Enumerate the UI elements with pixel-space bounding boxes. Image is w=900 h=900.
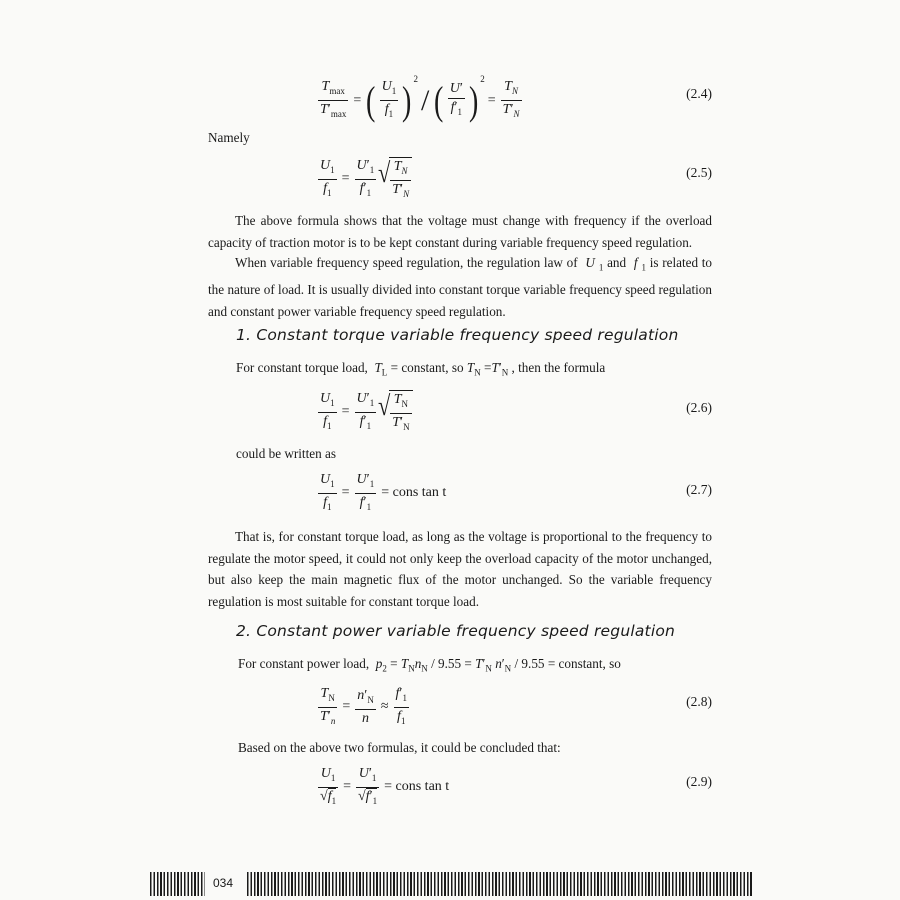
section-intro: For constant torque load, $T_L$ = constant, so $T_N =T'_N$ , then the formula	[236, 360, 606, 378]
paragraph: That is, for constant torque load, as long as the voltage is proportional to the frequency to regulate the motor speed, it could not only keep the overload capacity of the motor unchanged, but also keep the main magnetic flux of the motor unchanged. So the variable frequency regulation is most suitable for constant torque load.	[208, 529, 712, 609]
section-heading: 1. Constant torque variable frequency speed regulation	[236, 326, 679, 344]
equation-number: (2.8)	[686, 694, 712, 709]
text-span: For constant torque load,	[236, 360, 368, 375]
paragraph: When variable frequency speed regulation, the regulation law of U $_1$ and f $_1$ is related to the nature of load. It is usually divided into constant torque variable frequency speed regulation and constant power variable frequency speed regulation.	[208, 255, 713, 319]
equation-number: (2.7)	[686, 482, 712, 497]
text-span: and	[607, 255, 627, 270]
book-page: $\frac{T_{max}}{T'_{max}}$ = ( $\frac{U_1}{f_1}$ ) $^2$/ ( $\frac{U'}{f'_1}$ ) $^2$= $\frac{T_N}{T'_N}$ (2.4) Namely $\frac{U_1}{f_1}$ = $\frac{U'_1}{f'_1}$ √ $\frac{T_N}{T'_N}$ (2.5) The above formula shows that the voltage must change with frequency if the overload capacity of traction motor is to be kept constant during variable frequency speed regulation. When variable frequency speed regulation, the regulation law of U $_1$ and f $_1$ is related to the nature of load. It is usually divided into constant torque variable frequency speed regulation and constant power variable frequency speed regulation. 1. Constant torque variable frequency speed regulation For constant torque load, $T_L$ = constant, so $T_N =T'_N$ , then the formula $\frac{U_1}{f_1}$ = $\frac{U'_1}{f'_1}$ √ $\frac{T_N}{T'_N}$ (2.6) could be written as $\frac{U_1}{f_1}$ = $\frac{U'_1}{f'_1}$ = cons tan t (2.7) That is, for constant torque load, as long as the voltage is proportional to the frequency to regulate the motor speed, it could not only keep the overload capacity of the motor unchanged, but also keep the main magnetic flux of the motor unchanged. So the variable frequency regulation is most suitable for constant torque load. 2. Constant power variable frequency speed regulation For constant power load, $p_2 = T_Nn_N / 9.55 = T'_N$ $n'_N / 9.55$ = constant, so $\frac{T_N}{T'_n}$ = $\frac{n'_N}{n}$ ≈ $\frac{f'_1}{f_1}$ (2.8) Based on the above two formulas, it could be concluded that: $\frac{U_1}{√f_1}$ = $\frac{U'_1}{√f'_1}$ = cons tan t (2.9) 034	[0, 0, 900, 900]
text-span: , then the formula	[511, 360, 606, 375]
label-could-be-written: could be written as	[236, 446, 336, 461]
footer-barcode-right	[247, 872, 752, 896]
text-span: is related to the nature of load. It is usually divided into constant torque variable frequency speed regulation and constant power variable frequency speed regulation.	[208, 255, 713, 319]
label-namely: Namely	[208, 130, 250, 145]
text-span: For constant power load,	[238, 656, 370, 671]
footer-barcode-left	[150, 872, 205, 896]
paragraph: Based on the above two formulas, it could be concluded that:	[238, 740, 561, 755]
equation-number: (2.6)	[686, 400, 712, 415]
section-heading: 2. Constant power variable frequency speed regulation	[236, 622, 676, 640]
page-number: 034	[213, 876, 234, 890]
equation-number: (2.4)	[686, 86, 712, 101]
text-span: = constant, so	[547, 656, 621, 671]
paragraph: The above formula shows that the voltage must change with frequency if the overload capacity of traction motor is to be kept constant during variable frequency speed regulation.	[208, 213, 712, 250]
constant-text: = cons tan t	[384, 779, 450, 795]
text-span: = constant, so	[390, 360, 464, 375]
equation-number: (2.9)	[686, 774, 712, 789]
equation-number: (2.5)	[686, 165, 712, 180]
constant-text: = cons tan t	[381, 485, 447, 501]
text-span: When variable frequency speed regulation, the regulation law of	[235, 255, 578, 270]
section-intro: For constant power load, $p_2 = T_Nn_N / 9.55 = T'_N$ $n'_N / 9.55$ = constant, so	[238, 656, 621, 674]
